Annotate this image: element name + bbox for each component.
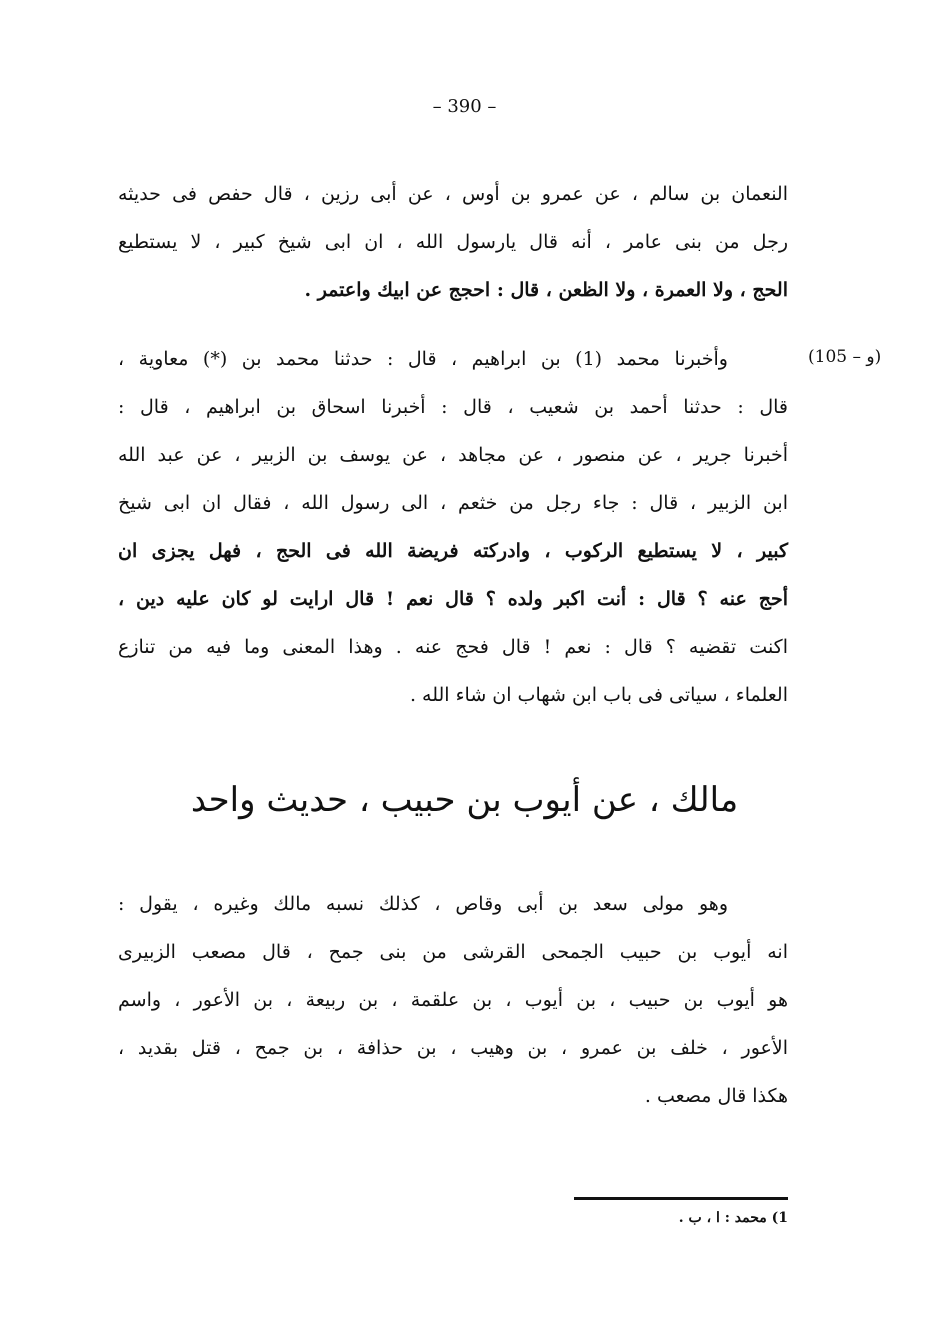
text-line: الحج ، ولا العمرة ، ولا الظعن ، قال : احجج عن ابيك واعتمر .	[304, 279, 788, 301]
text-line: كبير ، لا يستطيع الركوب ، وادركته فريضة الله فى الحج ، فهل يجزى ان	[118, 540, 788, 562]
text-line: النعمان بن سالم ، عن عمرو بن أوس ، عن أبى رزين ، قال حفص فى حديثه	[118, 183, 788, 205]
text-line: وأخبرنا محمد (1) بن ابراهيم ، قال : حدثنا محمد بن (*) معاوية ،	[118, 348, 728, 370]
text-line: انه أيوب بن حبيب الجمحى القرشى من بنى جمح ، قال مصعب الزبيرى	[118, 941, 788, 963]
text-line: اكنت تقضيه ؟ قال : نعم ! قال فحج عنه . وهذا المعنى وما فيه من تنازع	[118, 636, 788, 658]
paragraph-3	[118, 880, 788, 1120]
text-line: رجل من بنى عامر ، أنه قال يارسول الله ، ان ابى شيخ كبير ، لا يستطيع	[118, 231, 788, 253]
paragraph-2	[118, 335, 788, 719]
text-line: هكذا قال مصعب .	[644, 1085, 788, 1107]
text-line: ابن الزبير ، قال : جاء رجل من خثعم ، الى رسول الله ، فقال ان ابى شيخ	[118, 492, 788, 514]
text-line: هو أيوب بن حبيب ، بن أيوب ، بن علقمة ، بن ربيعة ، بن الأعور ، واسم	[118, 989, 788, 1011]
page-number: – 390 –	[432, 96, 497, 117]
text-line: العلماء ، سياتى فى باب ابن شهاب ان شاء الله .	[409, 684, 788, 706]
footnote: 1) محمد : ا ، ب .	[678, 1210, 788, 1226]
section-heading: مالك ، عن أيوب بن حبيب ، حديث واحد	[190, 780, 739, 820]
text-line: أحج عنه ؟ قال : أنت اكبر ولده ؟ قال نعم ! قال ارايت لو كان عليه دين ،	[118, 588, 788, 610]
footnote-rule	[574, 1197, 788, 1200]
text-line: وهو مولى سعد بن أبى وقاص ، كذلك نسبه مالك وغيره ، يقول :	[118, 893, 728, 915]
text-line: الأعور ، خلف بن عمرو ، بن وهيب ، بن حذافة ، بن جمح ، قتل بقديد ،	[118, 1037, 788, 1059]
margin-reference: (105 – و)	[808, 347, 882, 367]
text-line: قال : حدثنا أحمد بن شعيب ، قال : أخبرنا اسحاق بن ابراهيم ، قال :	[118, 396, 788, 418]
text-line: أخبرنا جرير ، عن منصور ، عن مجاهد ، عن يوسف بن الزبير ، عن عبد الله	[118, 444, 788, 466]
paragraph-1	[118, 170, 788, 314]
